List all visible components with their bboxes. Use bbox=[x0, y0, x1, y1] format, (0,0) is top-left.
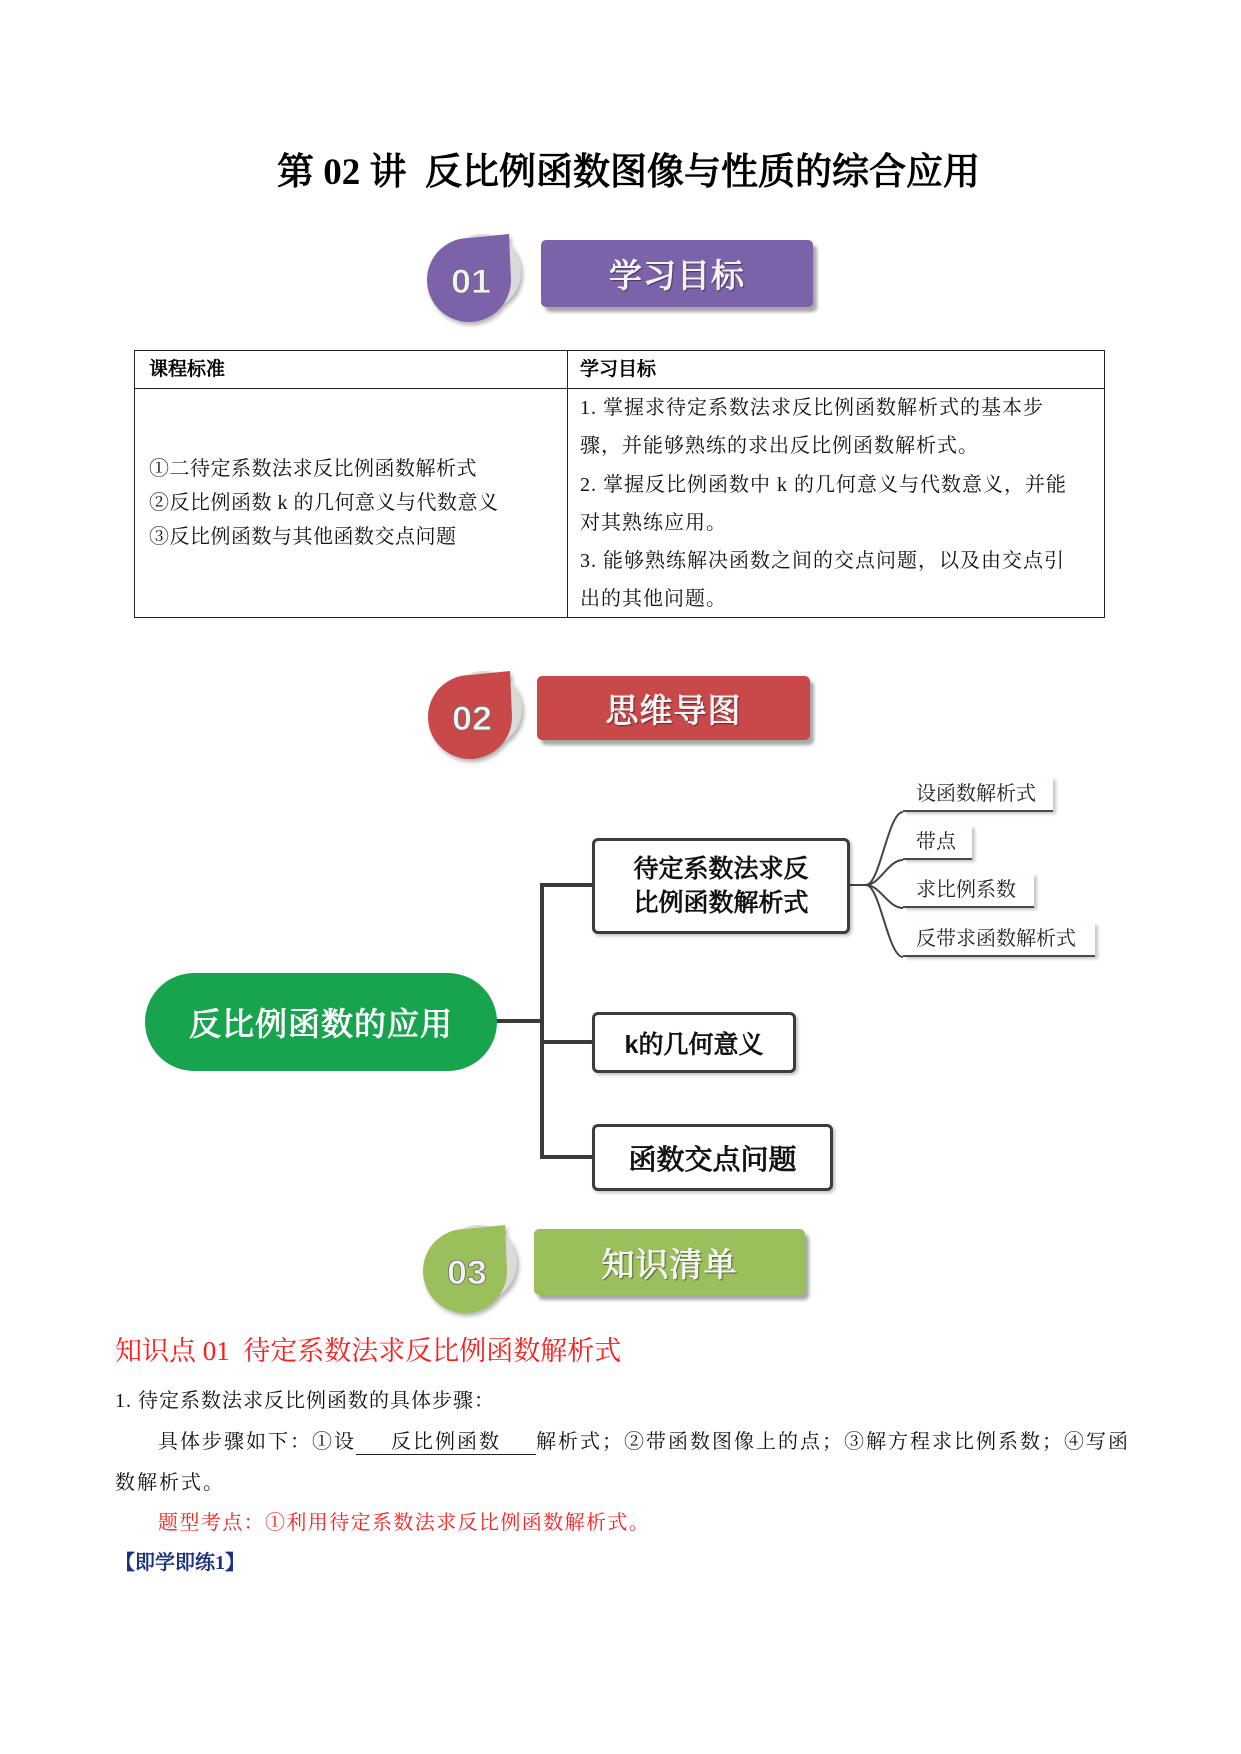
mind-map-branch-3: 函数交点问题 bbox=[592, 1124, 833, 1191]
table-cell-standards bbox=[135, 389, 568, 617]
section-label: 学习目标 bbox=[609, 257, 745, 294]
mind-map-leaf: 带点 bbox=[903, 826, 972, 860]
section-01-number-badge bbox=[423, 228, 523, 324]
section-03-number-badge bbox=[419, 1219, 519, 1315]
goal-line: 对其熟练应用。 bbox=[580, 511, 727, 534]
table-header-goals: 学习目标 bbox=[568, 351, 1104, 389]
branch-label-line: 比例函数解析式 bbox=[633, 889, 809, 917]
section-02-banner bbox=[537, 676, 810, 740]
mind-map-leaf: 反带求函数解析式 bbox=[903, 923, 1095, 957]
section-number: 03 bbox=[447, 1254, 487, 1292]
mind-map-root: 反比例函数的应用 bbox=[145, 973, 497, 1071]
knowledge-point-heading: 知识点 01 待定系数法求反比例函数解析式 bbox=[115, 1336, 622, 1366]
objectives-table bbox=[134, 350, 1105, 618]
mind-map-branch-2: k的几何意义 bbox=[592, 1012, 796, 1073]
steps-line bbox=[158, 1427, 1130, 1457]
page-title: 第 02 讲 反比例函数图像与性质的综合应用 bbox=[277, 152, 980, 193]
mind-map-branch-1 bbox=[592, 838, 850, 934]
goal-line: 出的其他问题。 bbox=[580, 588, 727, 611]
branch-label-line: 待定系数法求反 bbox=[633, 855, 809, 883]
table-header-standards: 课程标准 bbox=[135, 351, 568, 389]
steps-text-after-blank: 解析式；②带函数图像上的点；③解方程求比例系数；④写函 bbox=[536, 1431, 1130, 1453]
standard-item: ①二待定系数法求反比例函数解析式 bbox=[149, 458, 477, 480]
standard-item: ②反比例函数 k 的几何意义与代数意义 bbox=[149, 492, 499, 514]
mind-map-leaf: 设函数解析式 bbox=[903, 778, 1053, 812]
knowledge-item-1: 1. 待定系数法求反比例函数的具体步骤： bbox=[115, 1390, 495, 1412]
section-02-number-badge bbox=[424, 665, 524, 761]
practice-label: 【即学即练1】 bbox=[115, 1552, 245, 1574]
leaf-4-connector bbox=[866, 885, 903, 957]
section-01-banner bbox=[541, 240, 813, 307]
steps-text-before-blank: 具体步骤如下：①设 bbox=[158, 1431, 356, 1453]
fill-in-blank: 反比例函数 bbox=[356, 1430, 536, 1455]
leaf-3-connector bbox=[866, 885, 903, 908]
steps-line-continued: 数解析式。 bbox=[115, 1472, 225, 1494]
goal-line: 骤，并能够熟练的求出反比例函数解析式。 bbox=[580, 435, 979, 458]
leaf-2-connector bbox=[866, 860, 903, 885]
goal-line: 2. 掌握反比例函数中 k 的几何意义与代数意义，并能 bbox=[580, 473, 1067, 496]
section-label: 思维导图 bbox=[605, 691, 742, 729]
section-label: 知识清单 bbox=[601, 1245, 738, 1283]
standard-item: ③反比例函数与其他函数交点问题 bbox=[149, 526, 457, 548]
mind-map-leaf: 求比例系数 bbox=[903, 874, 1034, 908]
goal-line: 3. 能够熟练解决函数之间的交点问题，以及由交点引 bbox=[580, 550, 1065, 573]
goal-line: 1. 掌握求待定系数法求反比例函数解析式的基本步 bbox=[580, 397, 1044, 419]
section-number: 02 bbox=[452, 700, 492, 738]
section-number: 01 bbox=[451, 263, 491, 301]
exam-point-note: 题型考点：①利用待定系数法求反比例函数解析式。 bbox=[158, 1512, 651, 1534]
leaf-1-connector bbox=[866, 812, 903, 885]
section-03-banner bbox=[534, 1229, 805, 1295]
table-cell-goals bbox=[568, 389, 1104, 617]
